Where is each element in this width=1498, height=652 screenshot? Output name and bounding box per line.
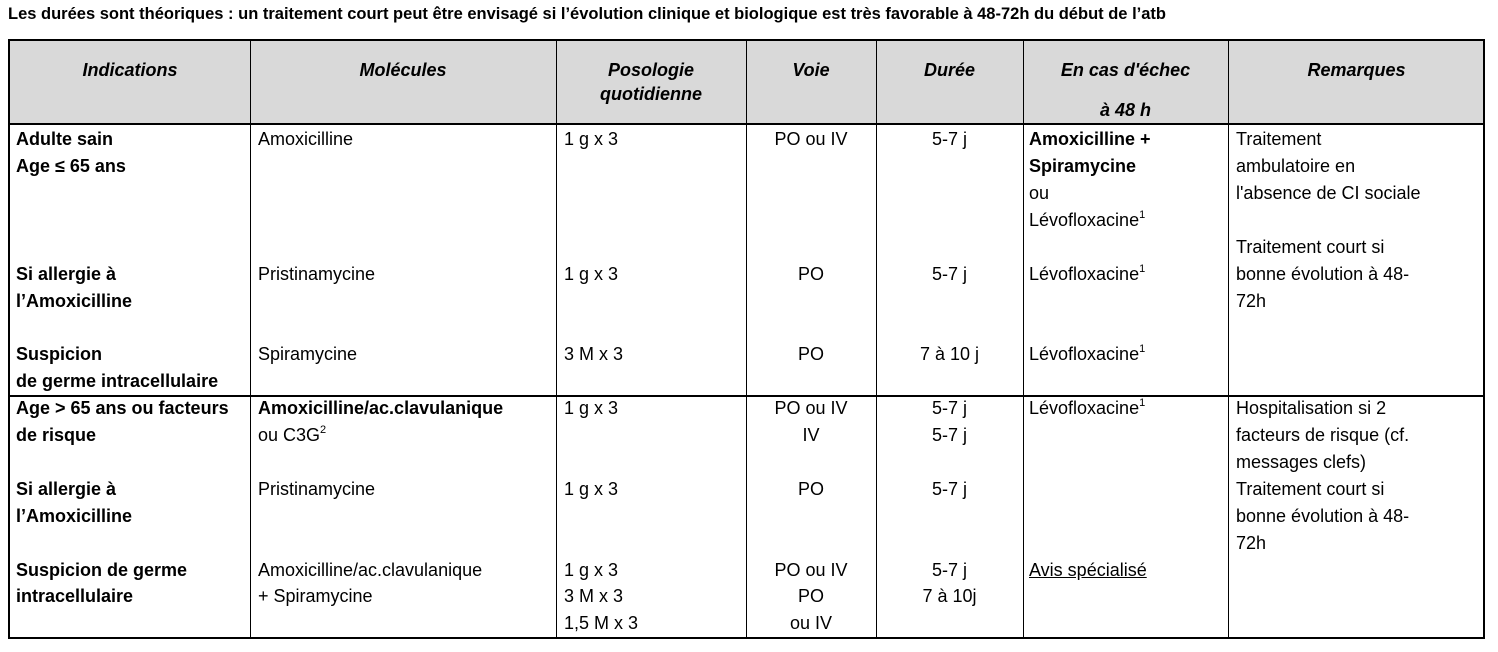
header-voie: Voie: [792, 60, 830, 80]
header-posologie-2: quotidienne: [600, 84, 702, 104]
g1-remark-line: Traitement court si: [1236, 237, 1385, 257]
g2-r1-duree: 5-7 j: [931, 398, 967, 418]
footnote-ref: 1: [1139, 263, 1146, 275]
g1-r2-voie: PO: [797, 264, 824, 284]
g1-r3-indication-2: de germe intracellulaire: [16, 371, 219, 391]
g2-remark-line: messages clefs): [1236, 452, 1367, 472]
g2-r1-voie: PO ou IV: [774, 398, 848, 418]
header-echec-2: à 48 h: [1099, 100, 1152, 120]
g1-r3-indication: Suspicion: [16, 344, 103, 364]
g1-r2-duree: 5-7 j: [931, 264, 967, 284]
g1-r1-echec-4: Lévofloxacine$^1$: [1029, 209, 1146, 230]
avis-specialise-link[interactable]: Avis spécialisé: [1029, 560, 1147, 580]
g1-remark-line: Traitement: [1236, 129, 1322, 149]
g1-r1-echec: Amoxicilline +: [1029, 129, 1151, 149]
header-echec: En cas d'échec: [1060, 60, 1191, 80]
header-molecules: Molécules: [359, 60, 447, 80]
g2-r1-molecule: Amoxicilline/ac.clavulanique: [258, 398, 504, 418]
g2-remark-line: facteurs de risque (cf.: [1236, 425, 1410, 445]
intro-note: Les durées sont théoriques : un traitement court peut être envisagé si l’évolution clinique et biologique est très favorable à 48-72h du début de l’atb: [8, 5, 1166, 23]
g1-r1-duree: 5-7 j: [931, 129, 967, 149]
g2-remark-line: 72h: [1236, 533, 1267, 553]
g2-r3-indication-2: intracellulaire: [16, 586, 134, 606]
g2-r2-duree: 5-7 j: [931, 479, 967, 499]
footnote-ref: 1: [1139, 397, 1146, 409]
g2-r3-indication: Suspicion de germe: [16, 560, 188, 580]
g1-r2-indication: Si allergie à: [16, 264, 117, 284]
g2-r3-duree: 5-7 j: [931, 560, 967, 580]
g1-r1-voie: PO ou IV: [774, 129, 848, 149]
g2-r3-posologie: 1 g x 3: [564, 560, 619, 580]
header-remarques: Remarques: [1307, 60, 1406, 80]
g1-remark-line: ambulatoire en: [1236, 156, 1356, 176]
g2-r1-voie-2: IV: [802, 425, 820, 445]
footnote-ref: 1: [1139, 343, 1146, 355]
footnote-ref: 2: [320, 424, 327, 436]
g2-r1-duree-2: 5-7 j: [931, 425, 967, 445]
g2-remark-line: bonne évolution à 48-: [1236, 506, 1410, 526]
g2-r2-indication: Si allergie à: [16, 479, 117, 499]
g2-r1-indication-2: de risque: [16, 425, 97, 445]
g1-r3-posologie: 3 M x 3: [564, 344, 624, 364]
antibiotic-table: [8, 39, 1485, 639]
g2-r1-indication: Age > 65 ans ou facteurs: [16, 398, 229, 418]
g2-r1-molecule-2: ou $C3G^2$: [258, 424, 327, 445]
g2-r3-molecule: Amoxicilline/ac.clavulanique: [258, 560, 483, 580]
g1-r1-indication-2: Age ≤ 65 ans: [16, 156, 126, 176]
g1-r3-echec: Lévofloxacine$^1$: [1029, 343, 1146, 364]
g2-r3-molecule-2: + Spiramycine: [258, 586, 373, 606]
g1-remark-line: 72h: [1236, 291, 1267, 311]
g2-r2-posologie: 1 g x 3: [564, 479, 619, 499]
header-posologie: Posologie: [607, 60, 694, 80]
g2-r3-voie-3: ou IV: [789, 613, 833, 633]
g2-r3-posologie-2: 3 M x 3: [564, 586, 624, 606]
g1-r2-molecule: Pristinamycine: [258, 264, 376, 284]
g2-r2-indication-2: l’Amoxicilline: [16, 506, 133, 526]
g2-r2-molecule: Pristinamycine: [258, 479, 376, 499]
g1-r1-molecule: Amoxicilline: [258, 129, 354, 149]
g2-r1-echec: Lévofloxacine$^1$: [1029, 397, 1146, 418]
header-duree: Durée: [923, 60, 976, 80]
g2-r1-posologie: 1 g x 3: [564, 398, 619, 418]
g2-r3-posologie-3: 1,5 M x 3: [564, 613, 639, 633]
g1-r1-echec-2: Spiramycine: [1029, 156, 1137, 176]
g1-r3-voie: PO: [797, 344, 824, 364]
header-indications: Indications: [82, 60, 178, 80]
g1-remark-line: l'absence de CI sociale: [1236, 183, 1421, 203]
g2-remark-line: Traitement court si: [1236, 479, 1385, 499]
g1-r3-molecule: Spiramycine: [258, 344, 358, 364]
g2-r3-voie-2: PO: [797, 586, 824, 606]
g1-r2-posologie: 1 g x 3: [564, 264, 619, 284]
g1-r1-echec-3: ou: [1029, 183, 1050, 203]
g1-r3-duree: 7 à 10 j: [919, 344, 980, 364]
g1-r1-posologie: 1 g x 3: [564, 129, 619, 149]
footnote-ref: 1: [1139, 209, 1146, 221]
g2-r3-duree-2: 7 à 10j: [922, 586, 977, 606]
g2-remark-line: Hospitalisation si 2: [1236, 398, 1387, 418]
g1-remark-line: bonne évolution à 48-: [1236, 264, 1410, 284]
g2-r2-voie: PO: [797, 479, 824, 499]
g1-r2-indication-2: l’Amoxicilline: [16, 291, 133, 311]
g1-r1-indication: Adulte sain: [16, 129, 114, 149]
g1-r2-echec: Lévofloxacine$^1$: [1029, 263, 1146, 284]
g2-r3-voie: PO ou IV: [774, 560, 848, 580]
